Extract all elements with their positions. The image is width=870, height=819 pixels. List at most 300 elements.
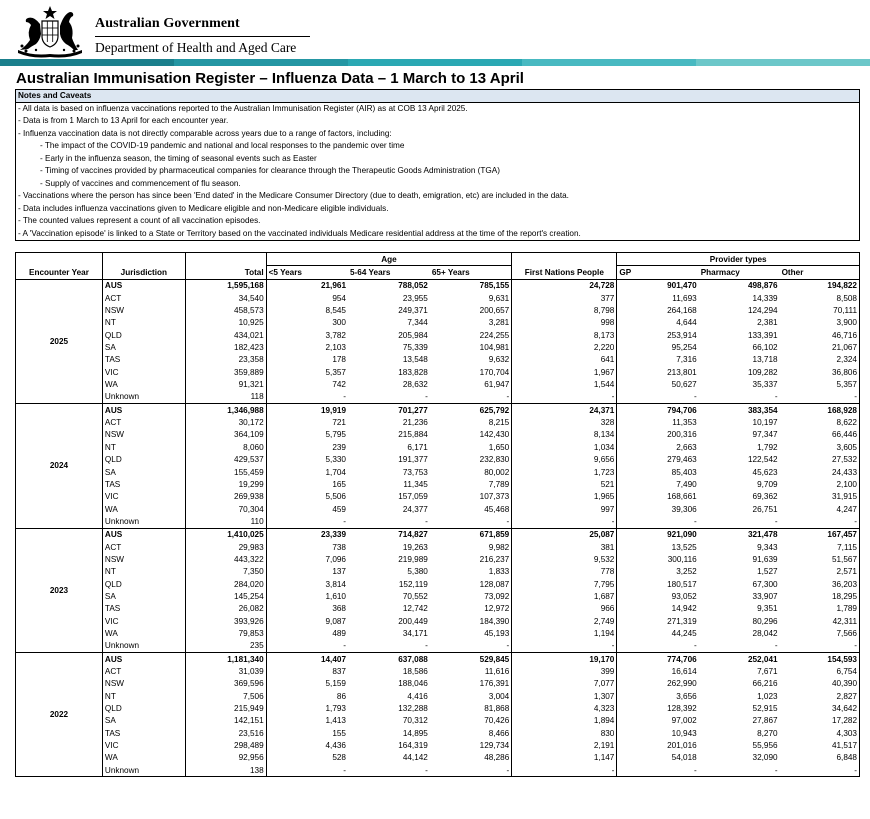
table-row <box>16 566 860 578</box>
value-cell: 42,311 <box>780 615 860 627</box>
table-row <box>16 466 860 478</box>
table-row <box>16 304 860 316</box>
value-cell: 637,088 <box>348 653 430 666</box>
value-cell: 2,663 <box>617 441 699 453</box>
value-cell: 124,294 <box>747 306 778 316</box>
jurisdiction-cell: ACT <box>102 541 185 553</box>
value-cell: 129,734 <box>479 741 510 751</box>
value-cell: 128,392 <box>617 702 699 714</box>
value-cell: 1,967 <box>512 366 617 378</box>
government-name: Australian Government <box>95 16 240 31</box>
table-row <box>16 678 860 690</box>
value-cell: 23,339 <box>266 528 348 541</box>
note-item: - Supply of vaccines and commencement of flu season. <box>40 178 241 188</box>
age-group-header: Age <box>266 253 512 266</box>
value-cell: 997 <box>512 503 617 515</box>
value-cell: 6,848 <box>780 752 860 764</box>
value-cell: 4,436 <box>266 739 348 751</box>
value-cell: 14,407 <box>266 653 348 666</box>
value-cell: 73,753 <box>402 467 428 477</box>
value-cell: 7,506 <box>185 690 266 702</box>
value-cell: 1,346,988 <box>185 404 266 417</box>
band-segment <box>348 59 522 66</box>
value-cell: 1,833 <box>488 567 510 577</box>
value-cell: 92,956 <box>185 752 266 764</box>
notes-heading: Notes and Caveats <box>16 90 859 103</box>
value-cell: 155 <box>266 727 348 739</box>
value-cell: 183,828 <box>398 367 428 377</box>
value-cell: 1,965 <box>512 491 617 503</box>
value-cell: 52,915 <box>752 704 778 714</box>
jurisdiction-cell: NSW <box>102 429 185 441</box>
note-item: - Data is from 1 March to 13 April for each encounter year. <box>18 116 229 126</box>
value-cell: - <box>266 764 348 777</box>
value-cell: 164,319 <box>398 741 428 751</box>
value-cell: 45,193 <box>484 628 510 638</box>
value-cell: 31,039 <box>185 665 266 677</box>
value-cell: 2,100 <box>780 478 860 490</box>
table-row <box>16 416 860 428</box>
table-row <box>16 727 860 739</box>
value-cell: 21,067 <box>780 341 860 353</box>
value-cell: 97,002 <box>617 715 699 727</box>
value-cell: 91,321 <box>185 378 266 390</box>
value-cell: - <box>699 764 780 777</box>
value-cell: 168,928 <box>780 404 860 417</box>
value-cell: 191,377 <box>398 455 428 465</box>
value-cell: 7,795 <box>512 578 617 590</box>
value-cell: 1,194 <box>512 627 617 639</box>
value-cell: 19,263 <box>402 542 428 552</box>
value-cell: 66,102 <box>752 343 778 353</box>
table-row <box>16 615 860 627</box>
value-cell: 30,172 <box>185 416 266 428</box>
value-cell: 321,478 <box>699 528 780 541</box>
value-cell: 109,282 <box>747 367 778 377</box>
value-cell: 107,373 <box>479 492 510 502</box>
value-cell: 142,430 <box>479 430 510 440</box>
value-cell: 200,316 <box>617 429 699 441</box>
value-cell: - <box>425 641 428 651</box>
jurisdiction-cell: TAS <box>102 478 185 490</box>
column-header-row <box>16 266 860 279</box>
value-cell: 61,947 <box>484 380 510 390</box>
value-cell: 2,220 <box>512 341 617 353</box>
table-row <box>16 515 860 528</box>
value-cell: 34,540 <box>185 292 266 304</box>
value-cell: 46,716 <box>780 329 860 341</box>
value-cell: - <box>266 515 348 528</box>
value-cell: 182,423 <box>185 341 266 353</box>
jurisdiction-cell: QLD <box>102 702 185 714</box>
jurisdiction-cell: NSW <box>102 678 185 690</box>
value-cell: 8,545 <box>266 304 348 316</box>
value-cell: 8,508 <box>780 292 860 304</box>
note-item: - The impact of the COVID-19 pandemic and national and local responses to the pandemic over time <box>40 141 405 151</box>
table-row <box>16 640 860 653</box>
value-cell: 2,191 <box>512 739 617 751</box>
value-cell: 28,632 <box>402 380 428 390</box>
jurisdiction-cell: ACT <box>102 416 185 428</box>
value-cell: 252,041 <box>699 653 780 666</box>
table-row <box>16 503 860 515</box>
value-cell: - <box>617 391 699 404</box>
jurisdiction-cell: WA <box>102 378 185 390</box>
value-cell: 70,426 <box>484 716 510 726</box>
table-row <box>16 690 860 702</box>
value-cell: - <box>266 391 348 404</box>
value-cell: - <box>512 515 617 528</box>
value-cell: 3,656 <box>617 690 699 702</box>
value-cell: 18,586 <box>402 667 428 677</box>
value-cell: - <box>512 764 617 777</box>
value-cell: 27,532 <box>780 454 860 466</box>
value-cell: 9,343 <box>757 542 778 552</box>
value-cell: 224,255 <box>479 330 510 340</box>
value-cell: 6,754 <box>780 665 860 677</box>
table-row <box>16 491 860 503</box>
value-cell: 24,371 <box>512 404 617 417</box>
value-cell: 8,215 <box>488 418 510 428</box>
value-cell: 110 <box>185 515 266 528</box>
value-cell: 13,718 <box>752 355 778 365</box>
value-cell: 145,254 <box>185 590 266 602</box>
jurisdiction-cell: Unknown <box>102 764 185 777</box>
value-cell: 93,052 <box>617 590 699 602</box>
value-cell: 10,925 <box>185 317 266 329</box>
value-cell: - <box>617 515 699 528</box>
value-cell: 19,299 <box>185 478 266 490</box>
page-title: Australian Immunisation Register – Influenza Data – 1 March to 13 April <box>16 70 524 87</box>
value-cell: 1,181,340 <box>185 653 266 666</box>
value-cell: 13,548 <box>402 355 428 365</box>
value-cell: 2,827 <box>780 690 860 702</box>
value-cell: - <box>774 392 778 402</box>
value-cell: 28,042 <box>752 628 778 638</box>
value-cell: 641 <box>512 354 617 366</box>
value-cell: 24,728 <box>512 279 617 292</box>
value-cell: 55,956 <box>752 741 778 751</box>
jurisdiction-cell: WA <box>102 752 185 764</box>
note-item: - Early in the influenza season, the timing of seasonal events such as Easter <box>40 153 317 163</box>
value-cell: 17,282 <box>780 715 860 727</box>
influenza-data-table <box>15 252 860 777</box>
value-cell: 200,449 <box>398 616 428 626</box>
jurisdiction-cell: QLD <box>102 454 185 466</box>
value-cell: 12,972 <box>484 604 510 614</box>
value-cell: 9,087 <box>266 615 348 627</box>
value-cell: 104,981 <box>479 343 510 353</box>
value-cell: 1,023 <box>757 691 778 701</box>
table-row <box>16 404 860 417</box>
value-cell: 262,990 <box>617 678 699 690</box>
value-cell: 14,942 <box>617 603 699 615</box>
value-cell: 738 <box>266 541 348 553</box>
value-cell: 1,410,025 <box>185 528 266 541</box>
value-cell: 3,814 <box>266 578 348 590</box>
value-cell: 7,566 <box>780 627 860 639</box>
jurisdiction-cell: AUS <box>102 404 185 417</box>
value-cell: 1,687 <box>512 590 617 602</box>
value-cell: 368 <box>266 603 348 615</box>
value-cell: 70,111 <box>780 304 860 316</box>
value-cell: 73,092 <box>484 591 510 601</box>
value-cell: 66,446 <box>780 429 860 441</box>
value-cell: 219,989 <box>398 554 428 564</box>
value-cell: 1,610 <box>266 590 348 602</box>
value-cell: 9,632 <box>488 355 510 365</box>
jurisdiction-cell: SA <box>102 715 185 727</box>
value-cell: 1,723 <box>512 466 617 478</box>
value-cell: - <box>348 764 430 777</box>
value-cell: - <box>774 641 778 651</box>
value-cell: 901,470 <box>617 279 699 292</box>
jurisdiction-cell: VIC <box>102 615 185 627</box>
value-cell: 16,614 <box>617 665 699 677</box>
jurisdiction-cell: TAS <box>102 354 185 366</box>
value-cell: 19,170 <box>512 653 617 666</box>
table-row <box>16 391 860 404</box>
value-cell: 25,087 <box>512 528 617 541</box>
value-cell: 489 <box>266 627 348 639</box>
column-header: Total <box>185 266 266 279</box>
column-header: Encounter Year <box>16 266 103 279</box>
jurisdiction-cell: SA <box>102 341 185 353</box>
jurisdiction-cell: NT <box>102 566 185 578</box>
value-cell: 138 <box>185 764 266 777</box>
value-cell: 359,889 <box>185 366 266 378</box>
page-header <box>0 0 870 60</box>
value-cell: 12,742 <box>402 604 428 614</box>
table-row <box>16 378 860 390</box>
value-cell: 9,532 <box>512 553 617 565</box>
value-cell: 1,793 <box>266 702 348 714</box>
value-cell: 213,801 <box>617 366 699 378</box>
value-cell: 364,109 <box>185 429 266 441</box>
value-cell: 7,671 <box>757 667 778 677</box>
value-cell: 5,159 <box>266 678 348 690</box>
value-cell: 239 <box>266 441 348 453</box>
value-cell: 249,371 <box>398 306 428 316</box>
value-cell: 521 <box>512 478 617 490</box>
header-divider <box>95 36 310 37</box>
value-cell: 45,623 <box>752 467 778 477</box>
value-cell: 399 <box>512 665 617 677</box>
value-cell: 966 <box>512 603 617 615</box>
value-cell: 1,789 <box>780 603 860 615</box>
value-cell: 44,142 <box>402 753 428 763</box>
value-cell: 3,782 <box>266 329 348 341</box>
value-cell: 300,116 <box>617 553 699 565</box>
band-segment <box>522 59 696 66</box>
jurisdiction-cell: QLD <box>102 329 185 341</box>
value-cell: 1,034 <box>512 441 617 453</box>
value-cell: 152,119 <box>398 579 428 589</box>
table-row <box>16 366 860 378</box>
encounter-year-cell: 2023 <box>16 528 103 652</box>
value-cell: 11,616 <box>484 667 510 677</box>
value-cell: - <box>430 764 512 777</box>
value-cell: - <box>425 516 428 526</box>
value-cell: 176,391 <box>479 679 510 689</box>
value-cell: 170,704 <box>479 367 510 377</box>
band-segment <box>0 59 174 66</box>
jurisdiction-cell: WA <box>102 503 185 515</box>
jurisdiction-cell: AUS <box>102 528 185 541</box>
note-item: - The counted values represent a count of all vaccination episodes. <box>18 216 261 226</box>
value-cell: 11,345 <box>403 479 428 489</box>
value-cell: 54,018 <box>617 752 699 764</box>
value-cell: 45,468 <box>484 504 510 514</box>
value-cell: 39,306 <box>617 503 699 515</box>
value-cell: 122,542 <box>747 455 778 465</box>
value-cell: 11,693 <box>617 292 699 304</box>
value-cell: 7,096 <box>266 553 348 565</box>
value-cell: 18,295 <box>780 590 860 602</box>
value-cell: 4,247 <box>780 503 860 515</box>
value-cell: 1,413 <box>266 715 348 727</box>
value-cell: 5,330 <box>266 454 348 466</box>
value-cell: 625,792 <box>430 404 512 417</box>
band-segment <box>696 59 870 66</box>
value-cell: 5,357 <box>266 366 348 378</box>
value-cell: - <box>512 391 617 404</box>
value-cell: 24,377 <box>402 504 428 514</box>
value-cell: 132,288 <box>398 704 428 714</box>
value-cell: 788,052 <box>348 279 430 292</box>
value-cell: 13,525 <box>617 541 699 553</box>
table-row <box>16 752 860 764</box>
column-header: First Nations People <box>512 266 617 279</box>
value-cell: 434,021 <box>185 329 266 341</box>
jurisdiction-cell: AUS <box>102 279 185 292</box>
value-cell: 86 <box>266 690 348 702</box>
value-cell: - <box>780 640 860 653</box>
value-cell: 7,789 <box>488 479 510 489</box>
value-cell: 264,168 <box>617 304 699 316</box>
value-cell: 381 <box>512 541 617 553</box>
value-cell: 24,433 <box>780 466 860 478</box>
encounter-year-cell: 2024 <box>16 404 103 528</box>
value-cell: 3,605 <box>780 441 860 453</box>
table-row <box>16 553 860 565</box>
value-cell: - <box>266 640 348 653</box>
jurisdiction-cell: WA <box>102 627 185 639</box>
value-cell: 235 <box>185 640 266 653</box>
value-cell: 9,351 <box>757 604 778 614</box>
table-row <box>16 739 860 751</box>
value-cell: 194,822 <box>780 279 860 292</box>
value-cell: 137 <box>266 566 348 578</box>
value-cell: 85,403 <box>617 466 699 478</box>
value-cell: 200,657 <box>479 306 510 316</box>
value-cell: 721 <box>266 416 348 428</box>
value-cell: 157,059 <box>398 492 428 502</box>
column-header: 65+ Years <box>430 266 512 279</box>
value-cell: 794,706 <box>617 404 699 417</box>
note-item: - Influenza vaccination data is not directly comparable across years due to a range of factors, including: <box>18 128 392 138</box>
value-cell: 9,709 <box>757 479 778 489</box>
value-cell: 1,894 <box>512 715 617 727</box>
table-row <box>16 441 860 453</box>
table-row <box>16 665 860 677</box>
value-cell: 3,004 <box>488 691 510 701</box>
value-cell: 178 <box>266 354 348 366</box>
value-cell: 205,984 <box>398 330 428 340</box>
value-cell: 34,642 <box>780 702 860 714</box>
value-cell: 10,197 <box>752 418 778 428</box>
value-cell: 8,622 <box>780 416 860 428</box>
value-cell: 9,656 <box>512 454 617 466</box>
value-cell: 41,517 <box>780 739 860 751</box>
value-cell: 954 <box>266 292 348 304</box>
value-cell: 7,490 <box>617 478 699 490</box>
department-name: Department of Health and Aged Care <box>95 40 297 55</box>
commonwealth-coat-of-arms-icon <box>12 4 88 58</box>
table-row <box>16 292 860 304</box>
table-row <box>16 578 860 590</box>
value-cell: 529,845 <box>430 653 512 666</box>
value-cell: 5,380 <box>407 567 428 577</box>
value-cell: 998 <box>512 317 617 329</box>
value-cell: 778 <box>512 566 617 578</box>
value-cell: 8,173 <box>512 329 617 341</box>
value-cell: 5,506 <box>266 491 348 503</box>
table-row <box>16 354 860 366</box>
table-row <box>16 764 860 777</box>
value-cell: 2,381 <box>757 318 778 328</box>
value-cell: 429,537 <box>185 454 266 466</box>
value-cell: 271,319 <box>617 615 699 627</box>
value-cell: 5,795 <box>266 429 348 441</box>
value-cell: 298,489 <box>185 739 266 751</box>
value-cell: 35,337 <box>752 380 778 390</box>
value-cell: 81,868 <box>484 704 510 714</box>
jurisdiction-cell: TAS <box>102 727 185 739</box>
jurisdiction-cell: Unknown <box>102 391 185 404</box>
jurisdiction-cell: NSW <box>102 553 185 565</box>
value-cell: 51,567 <box>780 553 860 565</box>
value-cell: 19,919 <box>266 404 348 417</box>
encounter-year-cell: 2025 <box>16 279 103 403</box>
value-cell: 201,016 <box>617 739 699 751</box>
table-row <box>16 279 860 292</box>
table-row <box>16 541 860 553</box>
value-cell: 33,907 <box>752 591 778 601</box>
value-cell: 70,304 <box>185 503 266 515</box>
column-header: GP <box>617 266 699 279</box>
value-cell: 3,900 <box>780 317 860 329</box>
value-cell: 142,151 <box>185 715 266 727</box>
value-cell: 7,077 <box>512 678 617 690</box>
jurisdiction-cell: Unknown <box>102 515 185 528</box>
notes-list <box>16 103 859 240</box>
value-cell: 7,344 <box>407 318 428 328</box>
value-cell: 167,457 <box>780 528 860 541</box>
value-cell: 714,827 <box>348 528 430 541</box>
band-segment <box>174 59 348 66</box>
value-cell: 3,252 <box>617 566 699 578</box>
value-cell: 4,644 <box>617 317 699 329</box>
value-cell: 14,339 <box>752 293 778 303</box>
jurisdiction-cell: AUS <box>102 653 185 666</box>
value-cell: 443,322 <box>185 553 266 565</box>
value-cell: 7,316 <box>617 354 699 366</box>
table-row <box>16 603 860 615</box>
notes-box <box>15 89 860 241</box>
value-cell: 180,517 <box>617 578 699 590</box>
value-cell: 921,090 <box>617 528 699 541</box>
